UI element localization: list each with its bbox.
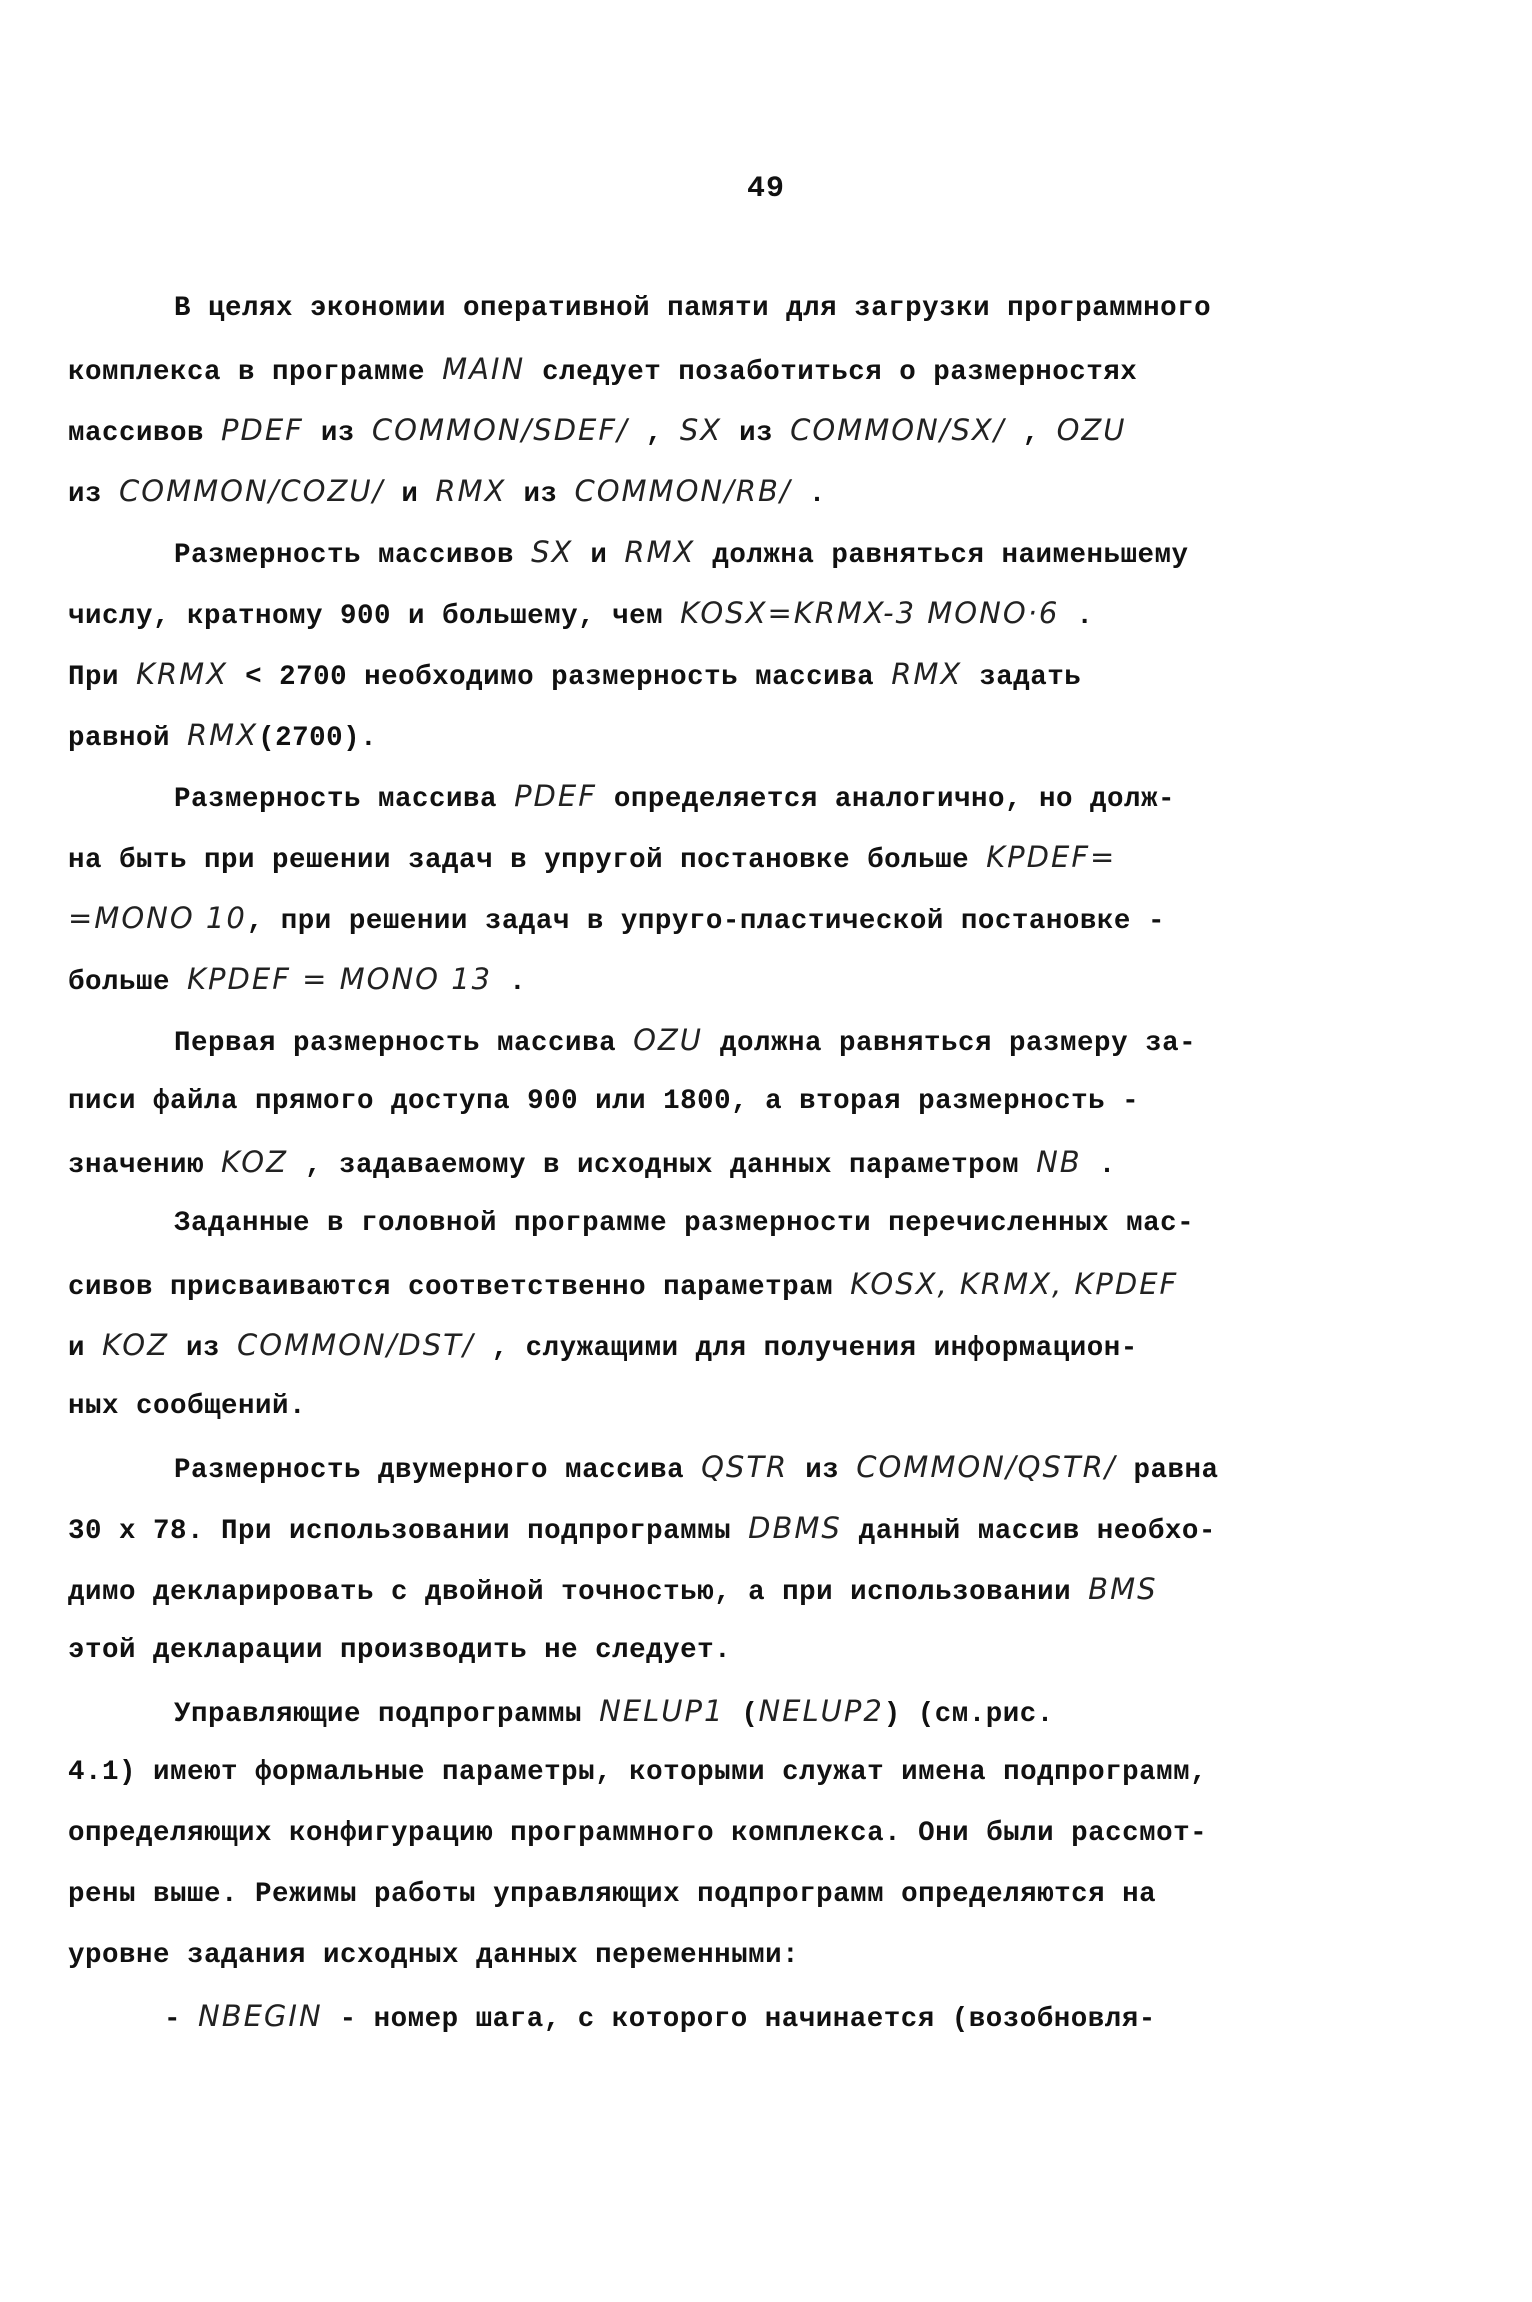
typed-text: -: [164, 2004, 199, 2035]
text-line: [68, 1193, 1338, 1254]
handwritten-identifier: COMMON/SX/: [790, 413, 1006, 447]
typed-text: 30 x 78. При использовании подпрограммы: [68, 1516, 749, 1547]
handwritten-identifier: SX: [679, 413, 723, 447]
typed-text: из: [303, 418, 372, 449]
typed-text: сивов присваиваются соответственно параметрам: [68, 1272, 851, 1303]
handwritten-identifier: COMMON/QSTR/: [856, 1450, 1117, 1484]
text-line: [68, 1132, 1338, 1193]
typed-text: .: [1081, 1150, 1116, 1181]
typed-text: комплекса в программе: [68, 357, 443, 388]
typed-text: 4.1) имеют формальные параметры, которыми служат имена подпрограмм,: [68, 1757, 1208, 1788]
typed-text: Размерность массива: [174, 784, 515, 815]
typed-text: При: [68, 662, 137, 693]
handwritten-identifier: PDEF: [514, 779, 597, 813]
body-text: [68, 278, 1338, 2047]
typed-text: рены выше. Режимы работы управляющих подпрограмм определяются на: [68, 1879, 1157, 1910]
typed-text: писи файла прямого доступа 900 или 1800, а вторая размерность -: [68, 1086, 1140, 1117]
text-line: [68, 522, 1338, 583]
text-line: [68, 1254, 1338, 1315]
text-line: [68, 1742, 1338, 1803]
text-line: [68, 1864, 1338, 1925]
handwritten-identifier: COMMON/COZU/: [119, 474, 385, 508]
typed-text: < 2700 необходимо размерность массива: [228, 662, 892, 693]
text-line: [68, 705, 1338, 766]
text-line: [68, 766, 1338, 827]
handwritten-identifier: KOSX, KRMX, KPDEF: [850, 1267, 1179, 1301]
typed-text: и: [68, 1333, 103, 1364]
typed-text: из: [68, 479, 120, 510]
typed-text: и: [384, 479, 436, 510]
handwritten-identifier: QSTR: [701, 1450, 789, 1484]
handwritten-identifier: BMS: [1088, 1572, 1158, 1606]
text-line: [68, 1620, 1338, 1681]
typed-text: должна равняться наименьшему: [695, 540, 1189, 571]
handwritten-identifier: KPDEF=: [986, 840, 1117, 874]
text-line: [68, 461, 1338, 522]
page-number: 49: [746, 172, 785, 206]
typed-text: Заданные в головной программе размерности перечисленных мас-: [174, 1208, 1195, 1239]
typed-text: .: [791, 479, 826, 510]
typed-text: димо декларировать с двойной точностью, а при использовании: [68, 1577, 1089, 1608]
text-line: [68, 278, 1338, 339]
typed-text: данный массив необхо-: [841, 1516, 1216, 1547]
text-line: [68, 1010, 1338, 1071]
handwritten-identifier: KOZ: [221, 1145, 288, 1179]
typed-text: , задаваемому в исходных данных параметром: [287, 1150, 1037, 1181]
typed-text: должна равняться размеру за-: [703, 1028, 1197, 1059]
text-line: [68, 1559, 1338, 1620]
text-line: [68, 1498, 1338, 1559]
text-line: [68, 1925, 1338, 1986]
handwritten-identifier: DBMS: [748, 1511, 842, 1545]
typed-text: определяется аналогично, но долж-: [596, 784, 1175, 815]
typed-text: задать: [962, 662, 1082, 693]
typed-text: определяющих конфигурацию программного комплекса. Они были рассмот-: [68, 1818, 1208, 1849]
typed-text: - номер шага, с которого начинается (возобновля-: [322, 2004, 1156, 2035]
typed-text: ,: [1005, 418, 1057, 449]
typed-text: , при решении задач в упруго-пластической постановке -: [246, 906, 1165, 937]
handwritten-identifier: COMMON/RB/: [574, 474, 792, 508]
handwritten-identifier: =MONO 10: [68, 901, 247, 935]
typed-text: (: [724, 1699, 759, 1730]
text-line: [68, 1315, 1338, 1376]
typed-text: (2700).: [258, 723, 378, 754]
text-line: [68, 644, 1338, 705]
text-line: [68, 1071, 1338, 1132]
handwritten-identifier: COMMON/SDEF/: [371, 413, 629, 447]
handwritten-identifier: RMX: [187, 718, 259, 752]
typed-text: Первая размерность массива: [174, 1028, 634, 1059]
typed-text: из: [506, 479, 575, 510]
handwritten-identifier: KRMX: [136, 657, 229, 691]
text-line: [68, 339, 1338, 400]
handwritten-identifier: RMX: [435, 474, 507, 508]
handwritten-identifier: NB: [1036, 1145, 1082, 1179]
handwritten-identifier: KOZ: [102, 1328, 169, 1362]
handwritten-identifier: NELUP1: [599, 1694, 725, 1728]
handwritten-identifier: SX: [531, 535, 574, 569]
text-line: [68, 949, 1338, 1010]
typed-text: следует позаботиться о размерностях: [525, 357, 1138, 388]
typed-text: Размерность массивов: [174, 540, 532, 571]
handwritten-identifier: PDEF: [221, 413, 304, 447]
handwritten-identifier: COMMON/DST/: [236, 1328, 475, 1362]
handwritten-identifier: OZU: [633, 1023, 703, 1057]
typed-text: из: [168, 1333, 237, 1364]
handwritten-identifier: MAIN: [442, 352, 526, 386]
typed-text: ных сообщений.: [68, 1391, 307, 1422]
typed-text: Размерность двумерного массива: [174, 1455, 702, 1486]
handwritten-identifier: RMX: [624, 535, 696, 569]
handwritten-identifier: RMX: [891, 657, 963, 691]
typed-text: уровне задания исходных данных переменными:: [68, 1940, 800, 1971]
text-line: [68, 1986, 1338, 2047]
typed-text: числу, кратному 900 и большему, чем: [68, 601, 681, 632]
text-line: [68, 400, 1338, 461]
typed-text: массивов: [68, 418, 222, 449]
typed-text: Управляющие подпрограммы: [174, 1699, 600, 1730]
handwritten-identifier: KPDEF = MONO 13: [187, 962, 493, 996]
typed-text: и: [573, 540, 625, 571]
text-line: [68, 888, 1338, 949]
handwritten-identifier: OZU: [1056, 413, 1127, 447]
typed-text: на быть при решении задач в упругой постановке больше: [68, 845, 987, 876]
typed-text: больше: [68, 967, 188, 998]
typed-text: , служащими для получения информацион-: [474, 1333, 1138, 1364]
text-line: [68, 1803, 1338, 1864]
handwritten-identifier: KOSX=KRMX-3 MONO·6: [680, 596, 1060, 630]
typed-text: из: [788, 1455, 857, 1486]
text-line: [68, 1681, 1338, 1742]
handwritten-identifier: NBEGIN: [198, 1999, 323, 2033]
typed-text: значению: [68, 1150, 222, 1181]
text-line: [68, 1437, 1338, 1498]
typed-text: равна: [1116, 1455, 1219, 1486]
typed-text: В целях экономии оперативной памяти для загрузки программного: [174, 293, 1212, 324]
typed-text: .: [1059, 601, 1094, 632]
typed-text: .: [492, 967, 527, 998]
text-line: [68, 583, 1338, 644]
text-line: [68, 827, 1338, 888]
text-line: [68, 1376, 1338, 1437]
typed-text: ) (см.рис.: [883, 1699, 1054, 1730]
typed-text: равной: [68, 723, 188, 754]
handwritten-identifier: NELUP2: [758, 1694, 884, 1728]
typed-text: ,: [628, 418, 680, 449]
typed-text: из: [722, 418, 791, 449]
typed-text: этой декларации производить не следует.: [68, 1635, 732, 1666]
